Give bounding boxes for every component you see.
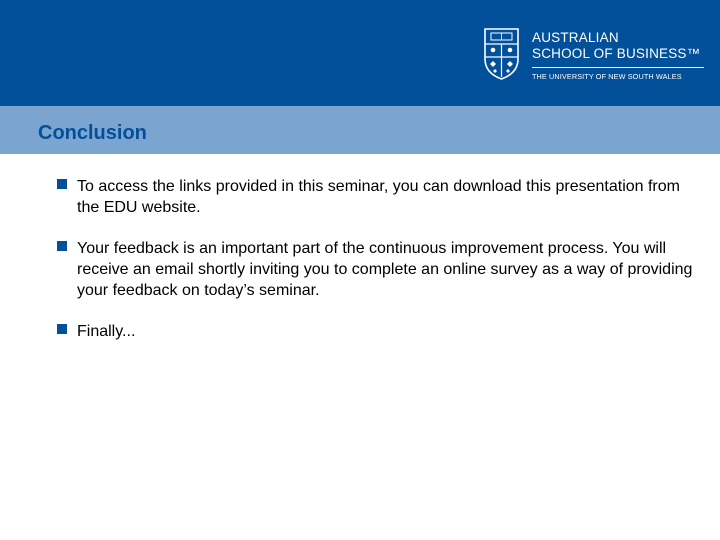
square-bullet-icon (57, 241, 67, 251)
bullet-item (57, 321, 697, 342)
logo-line-australian: AUSTRALIAN (532, 30, 619, 45)
square-bullet-icon (57, 179, 67, 189)
bullet-text: Finally... (77, 323, 136, 340)
bullet-list (57, 176, 697, 362)
title-band (0, 106, 720, 154)
asb-logo (483, 27, 715, 83)
bullet-text: Your feedback is an important part of the continuous improvement process. You will receive an email shortly inviting you to complete an online survey as a way of providing your feedback on today’s seminar. (77, 240, 693, 299)
logo-divider (532, 67, 704, 68)
logo-line-university: THE UNIVERSITY OF NEW SOUTH WALES (532, 72, 682, 81)
bullet-text: To access the links provided in this seminar, you can download this presentation from the EDU website. (77, 178, 680, 216)
square-bullet-icon (57, 324, 67, 334)
slide-title: Conclusion (38, 122, 147, 144)
university-crest-icon (483, 27, 520, 81)
header-band (0, 0, 720, 106)
bullet-item (57, 176, 697, 218)
logo-text (532, 30, 704, 81)
bullet-item (57, 238, 697, 301)
logo-line-school-of-business: SCHOOL OF BUSINESS™ (532, 46, 701, 61)
